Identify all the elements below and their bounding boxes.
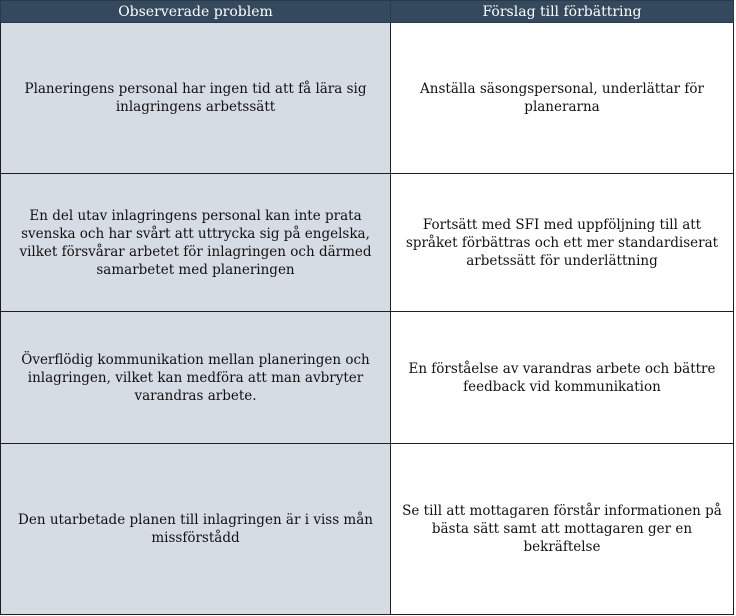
problem-cell <box>1 312 391 444</box>
problem-text: En del utav inlagringens personal kan inte prata svenska och har svårt att uttrycka sig på engelska, vilket försvårar arbetet för inlagringen och därmed samarbetet med planeringen <box>19 207 372 278</box>
suggestion-text: Se till att mottagaren förstår informationen på bästa sätt samt att mottagaren ger en bekräftelse <box>402 503 722 555</box>
problem-cell <box>1 23 391 174</box>
suggestion-text: Fortsätt med SFI med uppföljning till att språket förbättras och ett mer standardiserat arbetssätt för underlättning <box>405 216 719 269</box>
suggestion-cell <box>391 174 734 312</box>
table-row <box>1 444 734 615</box>
problem-text: Den utarbetade planen till inlagringen är i viss mån missförstådd <box>18 512 373 546</box>
problem-cell <box>1 444 391 615</box>
header-improvement-suggestions: Förslag till förbättring <box>391 1 734 23</box>
suggestion-cell <box>391 23 734 174</box>
header-observed-problems: Observerade problem <box>1 1 391 23</box>
problem-text: Planeringens personal har ingen tid att få lära sig inlagringens arbetssätt <box>24 81 367 115</box>
table-row <box>1 174 734 312</box>
suggestion-text: En förståelse av varandras arbete och bättre feedback vid kommunikation <box>408 360 716 395</box>
table-header-row <box>1 1 734 23</box>
table-row <box>1 23 734 174</box>
suggestion-cell <box>391 312 734 444</box>
table-row <box>1 312 734 444</box>
problem-cell <box>1 174 391 312</box>
suggestion-cell <box>391 444 734 615</box>
problem-text: Överflödig kommunikation mellan planeringen och inlagringen, vilket kan medföra att man avbryter varandras arbete. <box>21 351 370 404</box>
suggestion-text: Anställa säsongspersonal, underlättar för planerarna <box>420 81 704 115</box>
